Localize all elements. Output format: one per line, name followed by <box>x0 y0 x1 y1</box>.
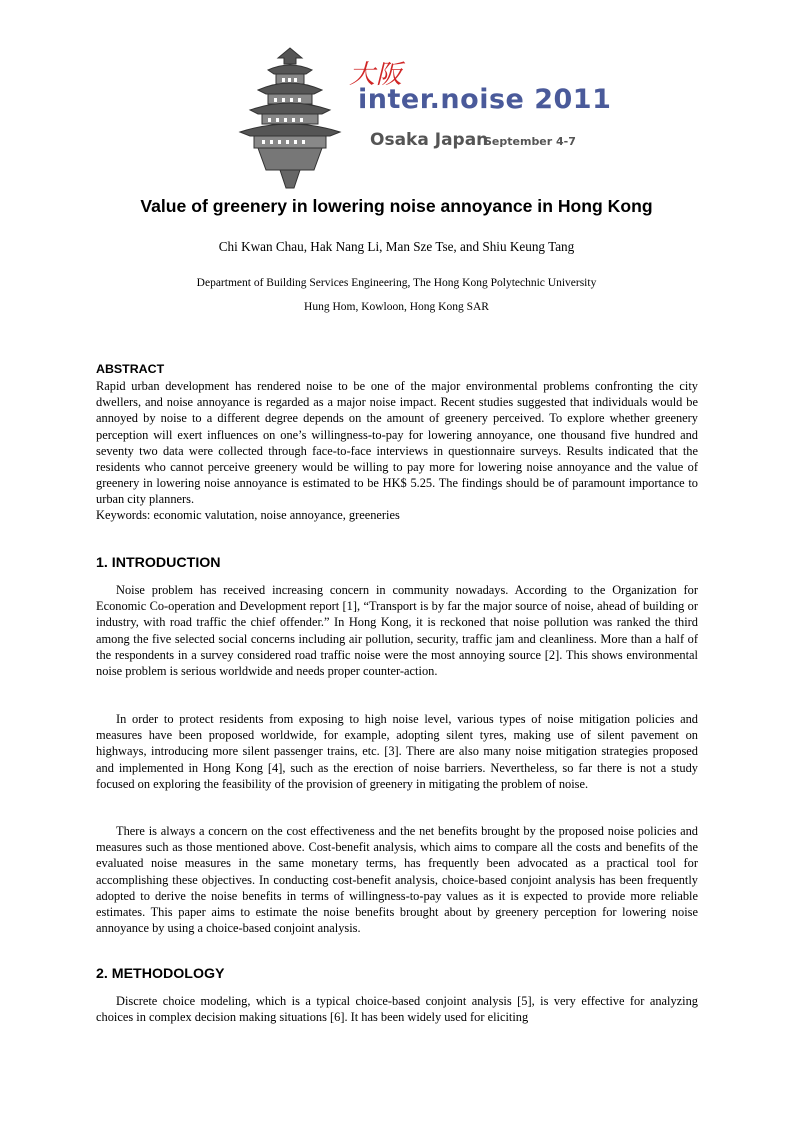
introduction-paragraph-1: Noise problem has received increasing concern in community nowadays. According to the Organization for Economic Co-operation and Development report [1], “Transport is by far the major source of noise, ahead of building or industry, with road traffic the chief offender.” In Hong Kong, it is reckoned that noise pollution was ranked the third among the five selected social concerns including air pollution, security, traffic jam and cleanliness. More than a half of the respondents in a survey considered road traffic noise were the most annoying source [2]. This shows environmental noise problem is serious worldwide and needs proper counter-action. <box>96 583 698 679</box>
introduction-heading: 1. INTRODUCTION <box>96 555 221 571</box>
methodology-paragraph-1: Discrete choice modeling, which is a typical choice-based conjoint analysis [5], is very effective for analyzing choices in complex decision making situations [6]. It has been widely used for eliciting <box>96 994 698 1025</box>
logo-kanji: 大阪 <box>349 60 404 90</box>
paper-authors: Chi Kwan Chau, Hak Nang Li, Man Sze Tse, and Shiu Keung Tang <box>218 239 575 254</box>
introduction-paragraph-3: There is always a concern on the cost effectiveness and the net benefits brought by the proposed noise policies and measures such as those mentioned above. Cost-benefit analysis, which aims to compare all the costs and benefits of the evaluated noise measures in the same monetary terms, has frequently been advocated as a practical tool for accomplishing these objectives. In conducting cost-benefit analysis, choice-based conjoint analysis has been frequently adopted to derive the noise benefits in terms of willingness-to-pay values as it is expected to provide more reliable estimates. This paper aims to estimate the noise benefits brought about by greenery perception for lowering noise annoyance by using a choice-based conjoint analysis. <box>96 824 698 936</box>
conference-name: inter.noise 2011 <box>358 84 612 115</box>
abstract-heading: ABSTRACT <box>96 362 165 376</box>
abstract-text: Rapid urban development has rendered noise to be one of the major environmental problems confronting the city dwellers, and noise annoyance is regarded as a major noise impact. Recent studies suggested that individuals would be annoyed by noise to a different degree depends on the amount of greenery perceived. To explore whether greenery perception will exert influences on one’s willingness-to-pay for lowering annoyance, one thousand five hundred and seventy two data were collected through face-to-face interviews in questionnaire surveys. Results indicated that the residents who cannot perceive greenery would be willing to pay more for lowering noise annoyance and the value of greenery in lowering noise annoyance is estimated to be HK$ 5.25. The findings should be of paramount importance to urban city planners. <box>96 379 698 507</box>
conference-dates: September 4-7 <box>484 135 576 148</box>
introduction-paragraph-2: In order to protect residents from exposing to high noise level, various types of noise mitigation policies and measures have been proposed worldwide, for example, adopting silent tyres, making use of silent pavement on highways, introducing more silent passenger trains, etc. [3]. There are also many noise mitigation strategies proposed and implemented in Hong Kong [4], such as the erection of noise barriers. Nevertheless, so far there is not a study focused on exploring the feasibility of the provision of greenery in mitigating the problem of noise. <box>96 712 698 791</box>
affiliation-line-1: Department of Building Services Engineering, The Hong Kong Polytechnic University <box>196 277 597 289</box>
conference-location: Osaka Japan <box>370 130 489 150</box>
methodology-heading: 2. METHODOLOGY <box>96 966 225 982</box>
pagoda-logo-icon <box>228 40 588 190</box>
affiliation-line-2: Hung Hom, Kowloon, Hong Kong SAR <box>304 301 489 313</box>
paper-title: Value of greenery in lowering noise annoyance in Hong Kong <box>140 196 653 216</box>
keywords: Keywords: economic valutation, noise annoyance, greeneries <box>96 508 400 522</box>
